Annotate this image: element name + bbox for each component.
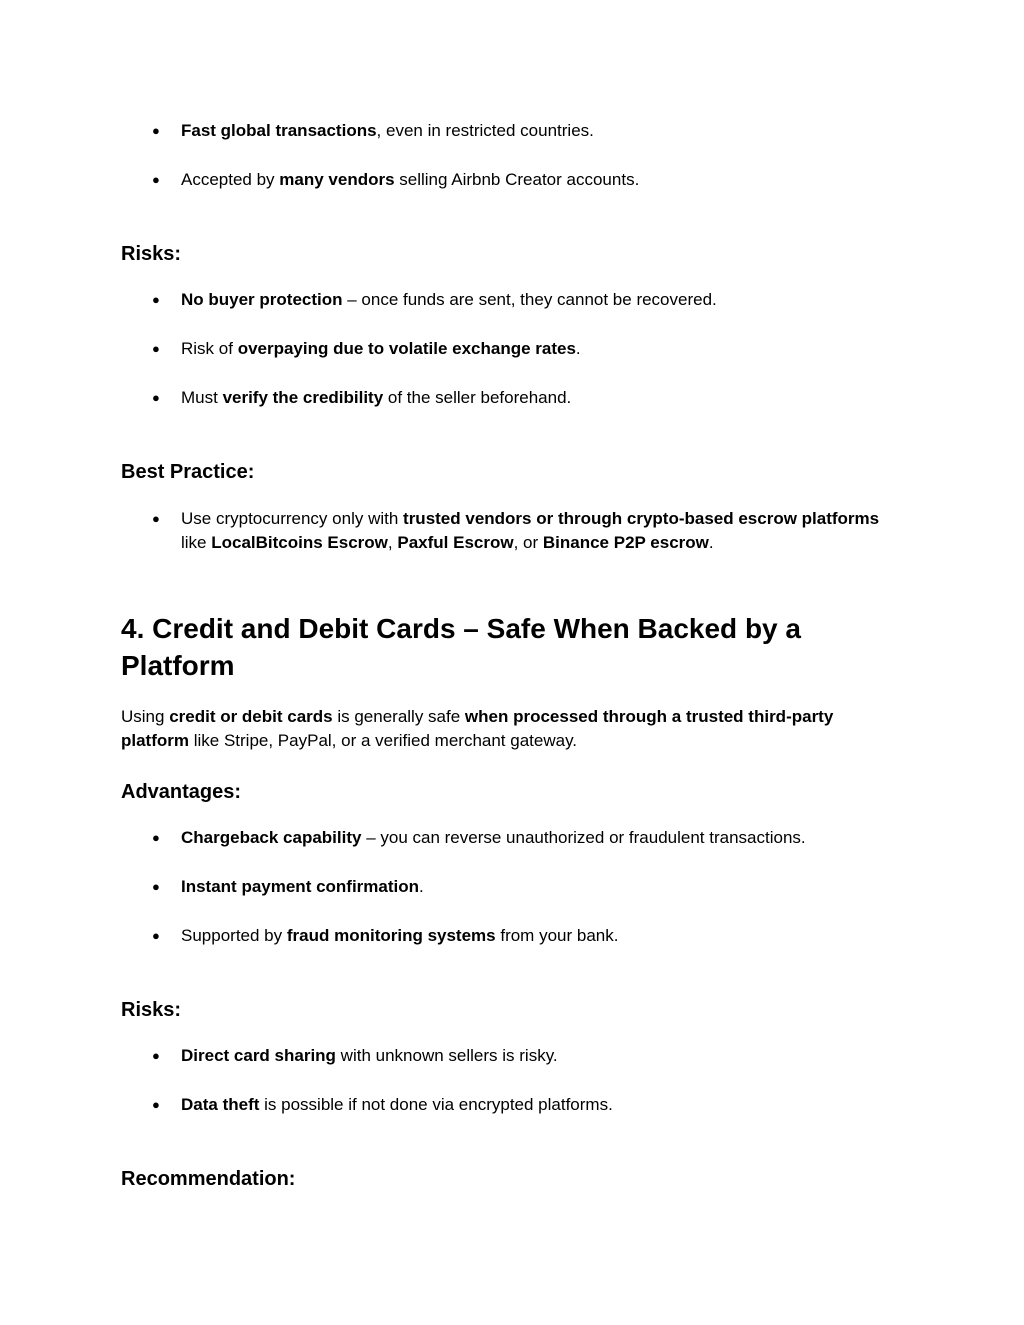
list-item [152, 1093, 896, 1117]
text-run: . [419, 877, 424, 896]
text-run: – you can reverse unauthorized or fraudulent transactions. [361, 828, 806, 847]
list-item-text [181, 337, 896, 361]
list-item-text [181, 1093, 896, 1117]
bold-text-run: Paxful Escrow [397, 533, 514, 552]
text-run: like Stripe, PayPal, or a verified merchant gateway. [189, 731, 578, 750]
list-item-text [181, 507, 896, 555]
recommendation-heading: Recommendation: [121, 1168, 296, 1190]
text-run: , or [513, 533, 543, 552]
text-run: – once funds are sent, they cannot be recovered. [342, 290, 717, 309]
list-item [152, 826, 896, 850]
bullet: ● [152, 172, 160, 187]
list-item-text [181, 826, 896, 850]
bullet: ● [152, 390, 160, 405]
bold-text-run: Instant payment confirmation [181, 877, 420, 896]
bold-text-run: LocalBitcoins Escrow [211, 533, 388, 552]
bold-text-run: No buyer protection [181, 290, 343, 309]
list-item [152, 337, 896, 361]
bullet: ● [152, 879, 160, 894]
text-run: , [387, 533, 398, 552]
bold-text-run: many vendors [279, 170, 395, 189]
text-run: is possible if not done via encrypted platforms. [259, 1095, 613, 1114]
list-item-text [181, 924, 896, 948]
text-run: with unknown sellers is risky. [335, 1046, 558, 1065]
bold-text-run: when processed through a trusted third-party platform [121, 707, 834, 750]
bullet: ● [152, 1097, 160, 1112]
text-run: of the seller beforehand. [383, 388, 572, 407]
bold-text-run: Fast global transactions [181, 121, 377, 140]
list-item [152, 288, 896, 312]
bullet: ● [152, 1048, 160, 1063]
best-practice-heading: Best Practice: [121, 461, 255, 483]
bold-text-run: overpaying due to volatile exchange rates [237, 339, 576, 358]
bold-text-run: credit or debit cards [169, 707, 333, 726]
text-run: Risk of [181, 339, 238, 358]
bullet: ● [152, 292, 160, 307]
bold-text-run: fraud monitoring systems [286, 926, 496, 945]
bold-text-run: Chargeback capability [181, 828, 362, 847]
bullet: ● [152, 341, 160, 356]
bold-text-run: trusted vendors or through crypto-based escrow platforms [403, 509, 880, 528]
list-item [152, 924, 896, 948]
list-item-text [181, 386, 896, 410]
text-run: is generally safe [332, 707, 465, 726]
list-item [152, 386, 896, 410]
list-item [152, 507, 896, 555]
text-run: like [181, 533, 212, 552]
bold-text-run: Data theft [181, 1095, 260, 1114]
bullet: ● [152, 123, 160, 138]
text-run: Use cryptocurrency only with [181, 509, 404, 528]
bullet: ● [152, 511, 160, 526]
text-run: Using [121, 707, 170, 726]
bullet: ● [152, 928, 160, 943]
text-run: selling Airbnb Creator accounts. [394, 170, 640, 189]
list-item-text [181, 288, 896, 312]
list-item [152, 1044, 896, 1068]
list-item-text [181, 1044, 896, 1068]
text-run: . [575, 339, 581, 358]
list-item-text [181, 875, 896, 899]
list-item-text [181, 168, 896, 192]
list-item-text [181, 119, 896, 143]
bullet: ● [152, 830, 160, 845]
text-run: Supported by [181, 926, 287, 945]
text-run: Accepted by [181, 170, 280, 189]
list-item [152, 168, 896, 192]
text-run: , even in restricted countries. [376, 121, 594, 140]
crypto-risks-heading: Risks: [121, 243, 182, 265]
text-run: from your bank. [495, 926, 619, 945]
card-risks-heading: Risks: [121, 999, 182, 1021]
text-run: Must [181, 388, 223, 407]
list-item [152, 119, 896, 143]
advantages-heading: Advantages: [121, 781, 242, 803]
bold-text-run: Direct card sharing [181, 1046, 336, 1065]
section-4-intro [121, 705, 896, 753]
bold-text-run: verify the credibility [222, 388, 384, 407]
bold-text-run: Binance P2P escrow [542, 533, 709, 552]
section-4-title: 4. Credit and Debit Cards – Safe When Backed by a Platform [121, 613, 801, 681]
text-run: . [708, 533, 714, 552]
list-item [152, 875, 896, 899]
